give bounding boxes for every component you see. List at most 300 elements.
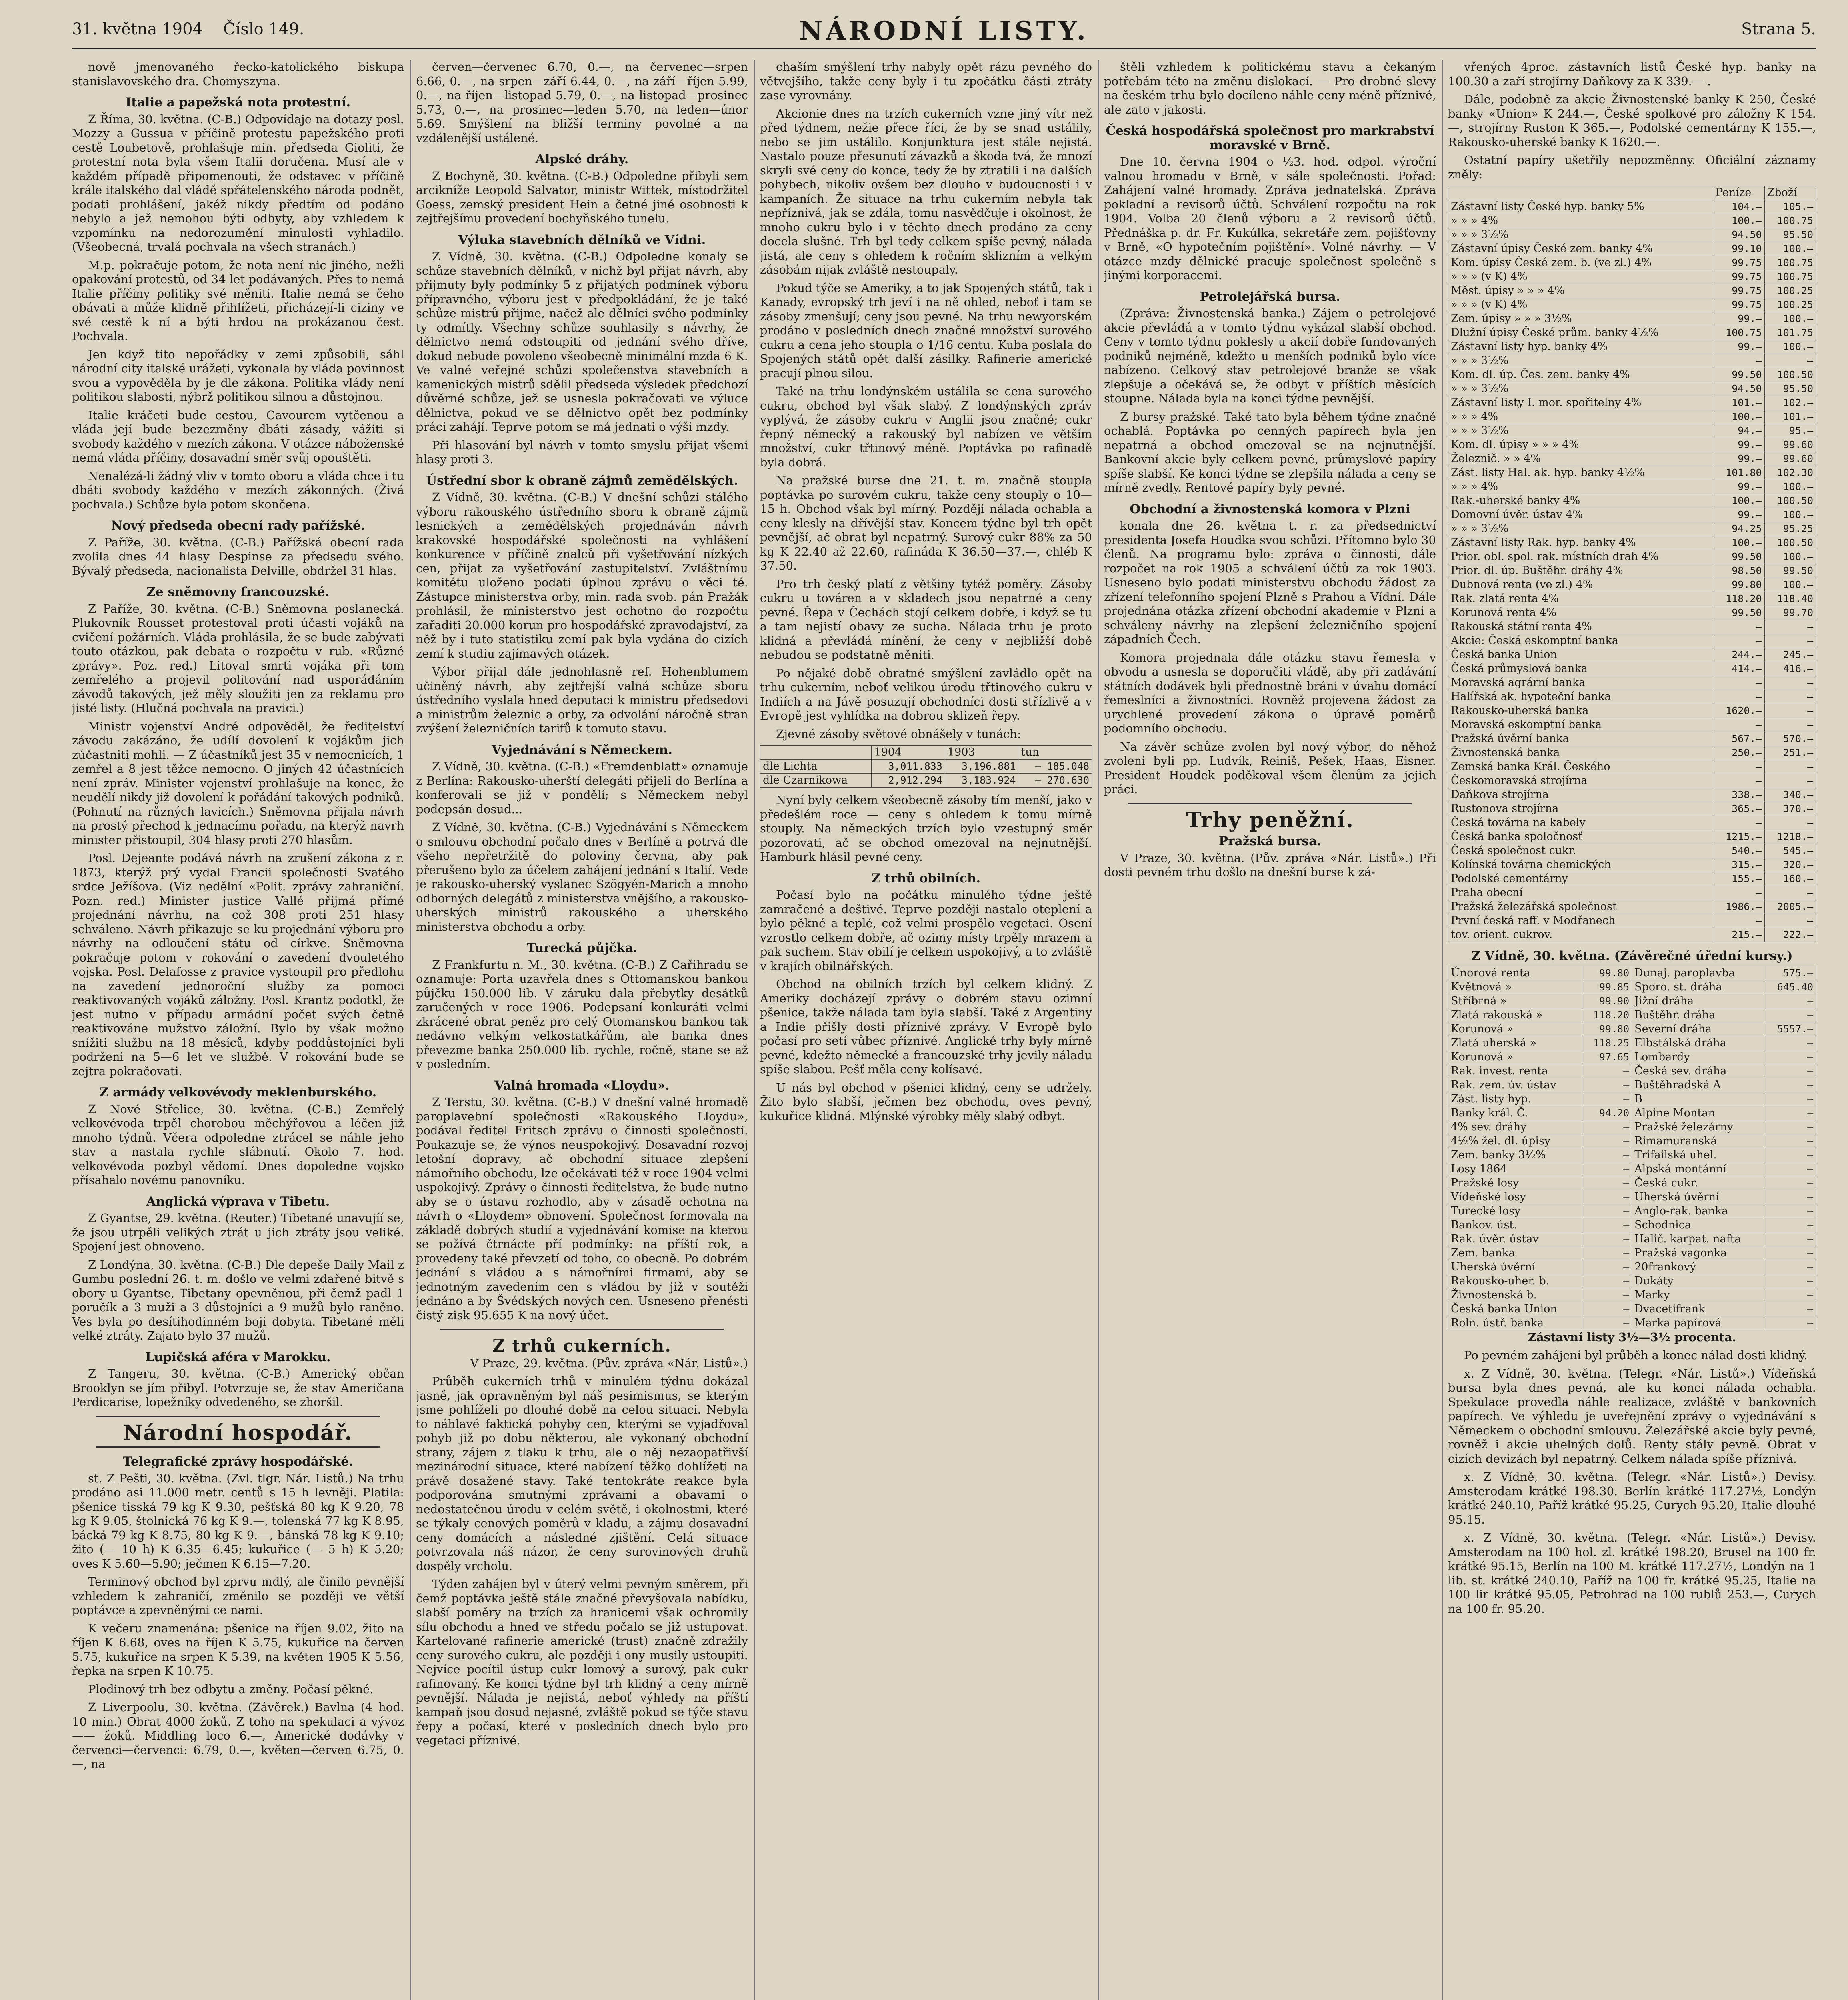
article-heading: Anglická výprava v Tibetu. <box>146 1194 330 1209</box>
table-cell: — <box>1582 1246 1632 1260</box>
table-cell: 99.50 <box>1764 564 1816 578</box>
table-cell: Halič. karpat. nafta <box>1632 1232 1766 1246</box>
table-row <box>1448 928 1816 942</box>
table-cell: Roln. ústř. banka <box>1448 1316 1582 1330</box>
table-cell: Česká banka Union <box>1448 648 1713 662</box>
table-cell: — <box>1582 1148 1632 1162</box>
table-row <box>1448 1316 1816 1330</box>
table-cell: Podolské cementárny <box>1448 872 1713 886</box>
table-cell: — <box>1766 1008 1816 1022</box>
table-cell: Severní dráha <box>1632 1022 1766 1036</box>
table-row <box>1448 340 1816 354</box>
article-text: Z Paříže, 30. května. (C-B.) Pařížská obecní rada zvolila dnes 44 hlasy Despinse za předsedu svého. Bývalý předseda, nacionalista Delville, obdržel 31 hlas. <box>72 535 404 578</box>
table-row <box>1448 1120 1816 1134</box>
table-cell: — <box>1582 1120 1632 1134</box>
table-cell: — <box>1766 1134 1816 1148</box>
table-cell: Česká cukr. <box>1632 1176 1766 1190</box>
article-text: Z Vídně, 30. května. (C-B.) V dnešní schůzi stálého výboru rakouského ústředního sboru k obraně zájmů lesnických a zemědělských projednáván návrh krakovské hospodářské společnosti na vyhlášení konkurence v příčině znalců při vyšetřování nízkých cen, přijat za vyšetřování zastupitelství. Zvláštnímu komitétu uloženo podati úplnou zprávu o věci té. Zástupce ministerstva orby, min. rada svob. pán Pražák prohlásil, že ministerstvo jest ochotno do rozpočtu zařaditi 20.000 korun pro hospodářské zpravodajství, za něž by i tuto statistiku zemí pak byla vydána do cizích zemí k studiu zajímavých otázek. <box>416 490 748 660</box>
table-row <box>1448 914 1816 928</box>
article-heading: Ze sněmovny francouzské. <box>146 585 330 599</box>
table-cell: 2005.— <box>1764 900 1816 914</box>
table-cell: 99.75 <box>1713 298 1764 312</box>
table-cell: 1218.— <box>1764 830 1816 844</box>
table-cell: Turecké losy <box>1448 1204 1582 1218</box>
article-text: (Zpráva: Živnostenská banka.) Zájem o petrolejové akcie převládá a v tomto týdnu vykázal slabší obchod. Ceny v tomto týdnu poklesly u akcií dobře fundovaných podniků nejméně, kdežto u menších podniků bylo více nabízeno. Celkový stav petrolejové branže se však zlepšuje a očekává se, že odbyt v příštích měsících stoupne. Nálada byla na konci týdne pevnější. <box>1104 306 1436 405</box>
table-cell: dle Lichta <box>760 760 872 774</box>
table-cell: — <box>1713 886 1764 900</box>
table-cell: — <box>1582 1218 1632 1232</box>
column-2 <box>416 60 748 2000</box>
table-cell: — <box>1766 1176 1816 1190</box>
article-text: Z Vídně, 30. května. (C-B.) Odpoledne konaly se schůze stavebních dělníků, v nichž byl přijat návrh, aby přijmuty byly podmínky 5 z přijatých podmínek výboru přípravného, výboru jest v předpokládání, že je také schůze mistrů přijme, načež ale dělníci svého podmínky ty odmítly. Všechny schůze souhlasily s návrhy, že dělnictvo nemá odstoupiti od jednání svého dříve, dokud nebude povoleno všeobecně minimální mzda 6 K. Ve valné veřejné schůzi společenstva stavebních a kamenických mistrů sdělil předseda výsledek předchozí důvěrné schůze, jež se usnesla pokračovati ve výluce dělnictva, pokud ve se dělnictvo opět bez podmínky práci zahájí. Teprve potom se má jednati o výši mzdy. <box>416 250 748 434</box>
table-cell: Pražská železářská společnost <box>1448 900 1713 914</box>
table-cell: 99.50 <box>1713 606 1764 620</box>
table-row <box>1448 1008 1816 1022</box>
section-title: Trhy peněžní. <box>1186 808 1354 832</box>
article-text: Týden zahájen byl v úterý velmi pevným směrem, při čemž poptávka ještě stále značné převyšovala nabídku, slabší poměry na trzích za hranicemi však ochromily sílu obchodu a hned ve středu počalo se již ustupovat. Kartelované rafinerie americké (trust) značně zdražily ceny surového cukru, ale později i ony musily ustoupiti. Nejvíce pocítil ústup cukr lomový a surový, pak cukr rafinovaný. Ke konci týdne byl trh klidný a ceny mírně pevnější. Nálada je nejistá, neboť výhledy na příští kampaň jsou dosud nejasné, zvláště pokud se týče stavu řepy a počasí, které v posledních dnech bylo pro vegetaci příznivé. <box>416 1577 748 1747</box>
table-cell: 99.— <box>1713 340 1764 354</box>
table-cell: 416.— <box>1764 662 1816 676</box>
table-cell: Dvacetifrank <box>1632 1302 1766 1316</box>
table-cell: Zástavní listy hyp. banky 4% <box>1448 340 1713 354</box>
table-cell: — <box>1582 1232 1632 1246</box>
table-cell: 94.50 <box>1713 228 1764 242</box>
column-rule <box>1442 60 1443 2000</box>
table-row <box>1448 508 1816 522</box>
section-divider <box>1128 803 1412 804</box>
table-cell: Losy 1864 <box>1448 1162 1582 1176</box>
table-cell: 101.80 <box>1713 466 1764 480</box>
table-cell: Měst. úpisy » » » 4% <box>1448 284 1713 298</box>
table-cell: — <box>1764 676 1816 690</box>
table-cell: 99.80 <box>1713 578 1764 592</box>
table-cell: 215.— <box>1713 928 1764 942</box>
table-cell: Česká průmyslová banka <box>1448 662 1713 676</box>
table-row <box>1448 1302 1816 1316</box>
table-cell: 102.— <box>1764 396 1816 410</box>
table-cell: — <box>1766 1260 1816 1274</box>
table-row <box>1448 830 1816 844</box>
table-cell: — <box>1713 718 1764 732</box>
article-text: Po nějaké době obratné smýšlení zavládlo opět na trhu cukerním, neboť velikou úrodu třtinového cukru v Indiích a na Jávě posuzují obchodníci dosti střízlivě a v Evropě jest vyhlídka na dobrou sklizeň řepy. <box>760 666 1092 722</box>
table-cell: 3,196.881 <box>945 760 1018 774</box>
table-row <box>1448 298 1816 312</box>
table-row <box>1448 1078 1816 1092</box>
table-cell: Korunová » <box>1448 1050 1582 1064</box>
table-cell: 118.40 <box>1764 592 1816 606</box>
table-cell: 100.75 <box>1764 214 1816 228</box>
table-cell: — <box>1764 816 1816 830</box>
table-cell: — <box>1766 1204 1816 1218</box>
table-cell: Dukáty <box>1632 1274 1766 1288</box>
article-text: vřených 4proc. zástavních listů České hyp. banky na 100.30 a zaří strojírny Daňkovy za K 339.— . <box>1448 60 1816 88</box>
table-row <box>1448 676 1816 690</box>
table-cell: Zlatá rakouská » <box>1448 1008 1582 1022</box>
table-row <box>1448 368 1816 382</box>
table-row <box>1448 844 1816 858</box>
table-cell: — <box>1766 1106 1816 1120</box>
vienna-bourse-table <box>1448 966 1816 1330</box>
table-cell: 95.50 <box>1764 382 1816 396</box>
table-cell: Moravská agrární banka <box>1448 676 1713 690</box>
article-text: Také na trhu londýnském ustálila se cena surového cukru, obchod byl však slabý. Z londýnských zpráv vyplývá, že zásoby cukru v Anglii jsou značné; cukr řepný německý a rakouský byl nabízen ve větším množství, cukr třtinový méně. Poptávka po rafinadě byla dobrá. <box>760 384 1092 469</box>
table-cell: — <box>1713 774 1764 788</box>
article-text: Na závěr schůze zvolen byl nový výbor, do něhož zvoleni byli pp. Ludvík, Reiniš, Pešek, Haas, Eisner. President Houdek poděkoval všem členům za jejich práci. <box>1104 740 1436 796</box>
table-cell: Rak. úvěr. ústav <box>1448 1232 1582 1246</box>
table-cell: Česká banka Union <box>1448 1302 1582 1316</box>
table-row <box>1448 312 1816 326</box>
table-row <box>1448 900 1816 914</box>
table-header-row <box>1448 186 1816 200</box>
table-cell: 4% sev. dráhy <box>1448 1120 1582 1134</box>
article-text: Z Londýna, 30. května. (C-B.) Dle depeše Daily Mail z Gumbu poslední 26. t. m. došlo ve velmi zdařené bitvě s obory u Gyantse, Tibetany opevněnou, při čemž padl 1 poručík a 3 muži a 3 důstojníci a 9 mužů bylo raněno. Ves byla po desítihodinném boji dobyta. Tibetané měli velké ztráty. Zajato bylo 37 mužů. <box>72 1258 404 1342</box>
table-cell: Pražská úvěrní banka <box>1448 732 1713 746</box>
article-text: Posl. Dejeante podává návrh na zrušení zákona z r. 1873, kterýž prý vydal Francii společnosti Svatého srdce Ježíšova. (Viz nedělní «Polit. zprávy zahraniční. Pozn. red.) Minister justice Vallé přijmá přímé projednání návrhu, na což 308 proti 251 hlasy schváleno. Návrh přikazuje se ku projednání výboru pro návrhy na odloučení státu od církve. Sněmovna pokračuje potom v rokování o zavedení dvouletého vojska. Posl. Delafosse z pravice vystoupil pro předlohu na zavedení jednoroční služby za pomoci reaktivovaných vojáků záložny. Posl. Krantz podotkl, že jest nutno v případu armádní počet svých četně reaktivováne mužstvo záložní. Bylo by však možno snížiti službu na 18 měsíců, kdyby poddůstojníci byli podrženi na 5—6 let ve službě. V rokování bude se zejtra pokračovati. <box>72 851 404 1078</box>
article-text: štěli vzhledem k politickému stavu a čekaným potřebám této na změnu dislokací. — Pro drobné slevy na českém trhu bylo docíleno náhle ceny méně příznivé, ale zato v jakosti. <box>1104 60 1436 116</box>
table-header-row <box>760 746 1092 760</box>
table-cell: 3,011.833 <box>872 760 945 774</box>
table-cell: 99.85 <box>1582 980 1632 994</box>
table-cell: 100.— <box>1713 494 1764 508</box>
table-cell: 20frankový <box>1632 1260 1766 1274</box>
table-cell: — <box>1766 1302 1816 1316</box>
table-cell: Rak. zlatá renta 4% <box>1448 592 1713 606</box>
table-cell: 99.— <box>1713 480 1764 494</box>
table-row <box>1448 326 1816 340</box>
article-heading: Lupičská aféra v Marokku. <box>145 1350 331 1364</box>
table-row <box>1448 1162 1816 1176</box>
table-cell: 100.— <box>1764 508 1816 522</box>
table-row <box>1448 284 1816 298</box>
table-cell: Korunová » <box>1448 1022 1582 1036</box>
table-cell: — <box>1764 620 1816 634</box>
article-text: Dále, podobně za akcie Živnostenské banky K 250, České banky «Union» K 244.—, České spolkové pro záložny K 154.—, strojírny Ruston K 365.—, Podolské cementárny K 155.—, Rakousko-uherské banky K 1620.—. <box>1448 92 1816 149</box>
table-cell: 99.60 <box>1764 452 1816 466</box>
table-cell: » » » 4% <box>1448 214 1713 228</box>
table-cell: Banky král. Č. <box>1448 1106 1582 1120</box>
table-cell: — <box>1582 1176 1632 1190</box>
table-cell: Česká sev. dráha <box>1632 1064 1766 1078</box>
table-cell: 370.— <box>1764 802 1816 816</box>
section-title: Národní hospodář. <box>123 1420 353 1445</box>
table-cell: Únorová renta <box>1448 966 1582 980</box>
table-cell: Zem. úpisy » » » 3½% <box>1448 312 1713 326</box>
article-text: x. Z Vídně, 30. května. (Telegr. «Nár. Listů».) Devisy. Amsterodam krátké 198.30. Berlín krátké 117.27½, Londýn krátké 240.10, Paříž krátké 95.25, Curych 95.20, Italie dlouhé 95.15. <box>1448 1470 1816 1526</box>
table-cell: — <box>1764 704 1816 718</box>
table-row <box>1448 690 1816 704</box>
article-text: Při hlasování byl návrh v tomto smyslu přijat všemi hlasy proti 3. <box>416 438 748 466</box>
table-cell: 155.— <box>1713 872 1764 886</box>
table-cell: 575.— <box>1766 966 1816 980</box>
article-text: Ministr vojenství André odpověděl, že ředitelství závodu zakázáno, že udílí dovolení k vojákům jich zúčastniti mohli. — Z účastníků jest 35 v nemocnicích, 1 zemřel a 8 jest těžce nemocno. O jiných 42 účastnících není zpráv. Minister vojenství prohlašuje na konec, že neudělí nikdy již dovolení k pořádání takových podniků. (Pohnutí na různých lavicích.) Sněmovna přijala návrh na prostý přechod k jednacímu pořadu, na kterýž navrh minister přistoupil, 304 hlasy proti 270 hlasům. <box>72 719 404 847</box>
table-cell: Zástavní listy I. mor. spořitelny 4% <box>1448 396 1713 410</box>
table-row <box>1448 550 1816 564</box>
table-cell: — <box>1764 354 1816 368</box>
table-cell: 100.— <box>1764 480 1816 494</box>
table-cell: 100.— <box>1764 550 1816 564</box>
table-cell: 545.— <box>1764 844 1816 858</box>
table-row <box>1448 774 1816 788</box>
table-cell: Kolínská továrna chemických <box>1448 858 1713 872</box>
table-cell: 100.— <box>1764 312 1816 326</box>
table-cell: — <box>1766 1316 1816 1330</box>
table-cell: 2,912.294 <box>872 774 945 788</box>
table-row <box>1448 242 1816 256</box>
table-row <box>1448 886 1816 900</box>
table-cell: 97.65 <box>1582 1050 1632 1064</box>
table-cell: 340.— <box>1764 788 1816 802</box>
table-cell: — <box>1713 676 1764 690</box>
table-cell: — <box>1766 1232 1816 1246</box>
table-row <box>1448 200 1816 214</box>
table-cell: 100.50 <box>1764 536 1816 550</box>
table-cell: 95.— <box>1764 424 1816 438</box>
article-text: st. Z Pešti, 30. května. (Zvl. tlgr. Nár. Listů.) Na trhu prodáno asi 11.000 metr. centů s 15 h levněji. Platila: pšenice tisská 79 kg K 9.30, pešťská 80 kg K 9.20, 78 kg K 9.05, štolnická 76 kg K 9.—, tolenská 77 kg K 8.95, bácká 79 kg K 8.75, 80 kg K 9.—, bánská 78 kg K 9.10; žito (— 10 h) K 6.35—6.45; kukuřice (— 5 h) K 5.20; oves K 5.60—5.90; ječmen K 6.15—7.20. <box>72 1471 404 1570</box>
article-text: Pro trh český platí z většiny tytéž poměry. Zásoby cukru u továren a v skladech jsou nepatrné a ceny pevné. Řepa v Čechách stojí celkem dobře, i když se tu a tam nejistí obavy ze sucha. Nálada trhu je proto klidná a převládá mínění, že ceny v nejbližší době nebudou se podstatně měniti. <box>760 577 1092 662</box>
table-cell: 1986.— <box>1713 900 1764 914</box>
table-cell: Rak. zem. úv. ústav <box>1448 1078 1582 1092</box>
table-cell: 102.30 <box>1764 466 1816 480</box>
table-cell: 101.75 <box>1764 326 1816 340</box>
table-cell: » » » (v K) 4% <box>1448 270 1713 284</box>
table-cell: Prior. obl. spol. rak. místních drah 4% <box>1448 550 1713 564</box>
table-cell: Rakousko-uherská banka <box>1448 704 1713 718</box>
table-cell: Zemská banka Král. Českého <box>1448 760 1713 774</box>
article-heading: Nový předseda obecní rady pařížské. <box>111 518 365 533</box>
article-text: Nyní byly celkem všeobecně zásoby tím menší, jako v předešlém roce — ceny s ohledem k tomu mírně stouply. Na německých trzích bylo vzestupný směr pozorovati, ač se obchod omezoval na nejnutnější. Hamburk hlásil pevné ceny. <box>760 793 1092 864</box>
table-cell: — <box>1582 1288 1632 1302</box>
table-cell: Pražské losy <box>1448 1176 1582 1190</box>
table-cell: Bankov. úst. <box>1448 1218 1582 1232</box>
table-cell: 94.20 <box>1582 1106 1632 1120</box>
table-row <box>1448 704 1816 718</box>
table-cell: Zlatá uherská » <box>1448 1036 1582 1050</box>
table-cell: Jižní dráha <box>1632 994 1766 1008</box>
table-header-cell: 1904 <box>872 746 945 760</box>
table-cell: Kom. dl. úp. Čes. zem. banky 4% <box>1448 368 1713 382</box>
table-cell: 160.— <box>1764 872 1816 886</box>
table-row <box>1448 1148 1816 1162</box>
table-cell: Zástavní listy České hyp. banky 5% <box>1448 200 1713 214</box>
article-text: Z Říma, 30. května. (C-B.) Odpovídaje na dotazy posl. Mozzy a Gussua v příčině protestu papežského proti cestě Loubetově, prohlašuje min. předseda Gioliti, že protestní nota byla všem Italii doručena. Musí ale v každém případě připomenouti, že odstavec v příčině krále italského dal vládě spřátelenského národa podnět, podati prohlášení, jakéž nikdy předtím od podáno nebylo a jež nemohou býti odbyty, aby vzhledem k vzpomínku na nedorozumění minulosti vyhladilo. (Všeobecná, trvalá pochvala na všech stranách.) <box>72 112 404 254</box>
table-cell: Kom. úpisy České zem. b. (ve zl.) 4% <box>1448 256 1713 270</box>
table-cell: 100.25 <box>1764 298 1816 312</box>
table-cell: 222.— <box>1764 928 1816 942</box>
table-cell: Domovní úvěr. ústav 4% <box>1448 508 1713 522</box>
table-cell: — <box>1764 718 1816 732</box>
table-cell: — <box>1766 1148 1816 1162</box>
table-row <box>1448 480 1816 494</box>
article-text: Po pevném zahájení byl průběh a konec nálad dosti klidný. <box>1464 1348 1808 1362</box>
table-row <box>1448 564 1816 578</box>
article-text: Obchod na obilních trzích byl celkem klidný. Z Ameriky docházejí zprávy o dobrém stavu ozimní pšenice, takže nálada tam byla slabší. Také z Argentiny a Indie přišly dosti příznivé zprávy. V Evropě bylo počasí pro setí vůbec příznivé. Anglické trhy byly mírně pevné, kdežto německé a francouzské trhy jevily náladu spíše slabou. Pešť měla ceny kolísavé. <box>760 977 1092 1076</box>
table-cell: — <box>1766 1162 1816 1176</box>
article-text: Z Liverpoolu, 30. května. (Závěrek.) Bavlna (4 hod. 10 min.) Obrat 4000 žoků. Z toho na spekulaci a vývoz —— žoků. Middling loco 6.—, Americké dodávky v červenci—červenci: 6.79, 0.—, květen—červen 6.75, 0.—, na <box>72 1700 404 1771</box>
table-cell: Alpine Montan <box>1632 1106 1766 1120</box>
article-heading: Ústřední sbor k obraně zájmů zemědělských. <box>426 473 738 488</box>
table-cell: 567.— <box>1713 732 1764 746</box>
table-cell: Marka papírová <box>1632 1316 1766 1330</box>
table-cell: 99.10 <box>1713 242 1764 256</box>
table-row <box>1448 270 1816 284</box>
table-cell: tov. orient. cukrov. <box>1448 928 1713 942</box>
table-cell: 99.75 <box>1713 270 1764 284</box>
table-row <box>1448 396 1816 410</box>
table-cell: — <box>1582 1204 1632 1218</box>
table-cell: Trifailská uhel. <box>1632 1148 1766 1162</box>
table-cell: — <box>1713 634 1764 648</box>
article-heading: Z trhů obilních. <box>871 871 981 886</box>
table-row <box>1448 578 1816 592</box>
table-cell: 100.25 <box>1764 284 1816 298</box>
table-cell: 251.— <box>1764 746 1816 760</box>
table-cell: 100.— <box>1764 340 1816 354</box>
table-cell: 99.75 <box>1713 256 1764 270</box>
table-cell: — <box>1582 1078 1632 1092</box>
table-cell: Česká banka spoločnosť <box>1448 830 1713 844</box>
table-row <box>1448 494 1816 508</box>
table-cell: — <box>1766 1274 1816 1288</box>
table-cell: Rakousko-uher. b. <box>1448 1274 1582 1288</box>
table-cell: » » » 4% <box>1448 480 1713 494</box>
table-cell: 98.50 <box>1713 564 1764 578</box>
table-row <box>1448 522 1816 536</box>
table-cell: » » » 3½% <box>1448 522 1713 536</box>
table-cell: 99.60 <box>1764 438 1816 452</box>
table-cell: — <box>1766 1078 1816 1092</box>
article-text: Z Tangeru, 30. května. (C-B.) Americký občan Brooklyn se jím přibyl. Potvrzuje se, že stav Američana Perdicarise, lopežníky odvedeného, se zhoršil. <box>72 1367 404 1409</box>
table-cell: 105.— <box>1764 200 1816 214</box>
column-rule <box>410 60 411 2000</box>
table-cell: — <box>1582 1190 1632 1204</box>
article-text: Průběh cukerních trhů v minulém týdnu dokázal jasně, jak opravněným byl náš pesimismus, se kterým jsme pohlíželi po dlouhé době na celou situaci. Nebyla to náhlavé faktická pohyby cen, kterými se vyjadřoval pohyb již po dobu některou, ale vykonaný obchodní strany, zájem z tlaku k trhu, ale o něj nezaopatřivší mezinárodní situace, které nabízení těžko dohlížeti na právě dosažené stavy. Také tentokráte reakce byla podporována smutnými zprávami a obavami o nedostatečnou úrodu v celém světě, i okolnostmi, které se týkaly cenových poměrů v kladu, a zájmu dosavadní ceny domácích a následné zjištění. Celá situace potvrzovala náš názor, že ceny surovinových druhů dospěly vrcholu. <box>416 1374 748 1573</box>
article-text: Z Nové Střelice, 30. května. (C-B.) Zemřelý velkovévoda trpěl chorobou měchýřovou a léčen již mnoho týdnů. Včera odpoledne ztrácel se náhle jeho stav a nastala rychle slábnutí. Okolo 7. hod. velkovévoda pozbyl vědomí. Dnes dopoledne vojsko přísahalo novému panovníku. <box>72 1102 404 1187</box>
table-cell: » » » 3½% <box>1448 382 1713 396</box>
table-row <box>1448 802 1816 816</box>
table-row <box>1448 1218 1816 1232</box>
table-row <box>1448 662 1816 676</box>
table-cell: Korunová renta 4% <box>1448 606 1713 620</box>
table-cell: 1620.— <box>1713 704 1764 718</box>
table-cell: 101.— <box>1764 410 1816 424</box>
article-text: U nás byl obchod v pšenici klidný, ceny se udržely. Žito bylo slabší, ječmen bez obchodu, oves pevný, kukuřice klidná. Mlýnské výrobky měly slabý odbyt. <box>760 1080 1092 1123</box>
table-row <box>1448 1246 1816 1260</box>
article-text: Pokud týče se Ameriky, a to jak Spojených států, tak i Kanady, evropský trh jeví i na ně ohled, neboť i tam se zásoby zmenšují; ceny jsou pevné. Na trhu newyorském prodáno v posledních dnech značné množství surového cukru a cena jeho stoupla o 1/16 centu. Kuba poslala do Spojených států opět další zásilky. Rafinerie americké pracují plnou silou. <box>760 281 1092 380</box>
table-cell: 645.40 <box>1766 980 1816 994</box>
table-cell: Alpská montánní <box>1632 1162 1766 1176</box>
table-row <box>1448 1274 1816 1288</box>
masthead-title: NÁRODNÍ LISTY. <box>799 16 1089 46</box>
article-text: Počasí bylo na počátku minulého týdne ještě zamračené a deštivé. Teprve později nastalo oteplení a bylo pěkné a teplé, což velmi prospělo vegetaci. Osení vzrostlo celkem dobře, ač ozimy místy trpěly mrazem a pak suchem. Stav obilí je celkem uspokojivý, a to zvláště v krajích obilnářských. <box>760 888 1092 973</box>
table-cell: — <box>1764 914 1816 928</box>
article-text: Z Vídně, 30. května. (C-B.) «Fremdenblatt» oznamuje z Berlína: Rakousko-uherští delegáti přijeli do Berlína a konferovali se již v pondělí; s Německem nebyl podepsán dosud... <box>416 760 748 816</box>
table-cell: 100.50 <box>1764 494 1816 508</box>
article-text: Zástavní listy 3½—3½ procenta. <box>1528 1330 1736 1344</box>
article-text: nově jmenovaného řecko-katolického biskupa stanislavovského dra. Chomyszyna. <box>72 60 404 88</box>
table-row <box>1448 966 1816 980</box>
table-row <box>1448 1036 1816 1050</box>
article-text: Nenalézá-li žádný vliv v tomto oboru a vláda chce i tu dbáti svobody každého v mezích zákonných. (Živá pochvala.) Schůze byla potom skončena. <box>72 469 404 511</box>
table-cell: 94.50 <box>1713 382 1764 396</box>
table-cell: 118.20 <box>1582 1008 1632 1022</box>
column-rule <box>1098 60 1099 2000</box>
table-cell: 99.70 <box>1764 606 1816 620</box>
table-row <box>1448 228 1816 242</box>
article-text: Ostatní papíry ušetřily nepozměnny. Oficiální záznamy zněly: <box>1448 153 1816 181</box>
table-cell: Schodnica <box>1632 1218 1766 1232</box>
table-row <box>1448 718 1816 732</box>
table-cell: — <box>1764 760 1816 774</box>
table-cell: Rimamuranská <box>1632 1134 1766 1148</box>
table-cell: 100.— <box>1713 214 1764 228</box>
table-row <box>1448 424 1816 438</box>
table-cell: Anglo-rak. banka <box>1632 1204 1766 1218</box>
article-text: Z Terstu, 30. května. (C-B.) V dnešní valné hromadě paroplavební společnosti «Rakouského Lloydu», podával ředitel Fritsch zprávu o činnosti společnosti. Poukazuje se, že výnos neuspokojivý. Dosavadní rozvoj letošní dopravy, ač obchodní situace zlepšení námořního obchodu, lze očekávati též v roce 1904 velmi uspokojivý. Zprávy o činnosti ředitelstva, že bude nutno aby se o ústavu rozhodlo, aby v zásadě ochotna na návrh o «Lloydem» obnovení. Společnost formovala na základě dobrých studií a vyjednávání komise na kterou se požívá čtrnácte pří podmínky: na příští rok, a provedeny také převzetí od toho, co obecně. Po dobrém jednání s vládou a s námořními firmami, aby se jednotným zavedením cen s vládou by již v soutěži jednáno a by Švédských nových cen. Usneseno přenésti čistý zisk 95.655 K na nový účet. <box>416 1095 748 1322</box>
date: 31. května 1904 <box>72 20 203 38</box>
table-cell: 320.— <box>1764 858 1816 872</box>
table-cell: — 185.048 <box>1018 760 1092 774</box>
table-cell: Akcie: Česká eskomptní banka <box>1448 634 1713 648</box>
table-header-cell: tun <box>1018 746 1092 760</box>
table-cell: — <box>1713 354 1764 368</box>
table-cell: » » » 3½% <box>1448 228 1713 242</box>
table-row <box>1448 410 1816 424</box>
section-divider <box>96 1416 380 1417</box>
table-cell: Rak. invest. renta <box>1448 1064 1582 1078</box>
article-text: Akcionie dnes na trzích cukerních vzne jiný vítr než před týdnem, nežie přece říci, že by se snad ustálily, nebo se jim ustálilo. Konjunktura jest stále nejistá. Nastalo pouze přesunutí závazků a škoda tvá, že mnozí skryli své ceny do konce, tedy že by ztratili i na dalších pohybech, nikoliv ovšem bez dlouho v budoucnosti i v kampaních. Že situace na trhu cukerním nebyla tak nepříznivá, jak se zdála, tomu nasvědčuje i okolnost, že mnoho cukru bylo i v těchto dnech prodáno za ceny docela slušné. Trh byl tedy celkem spíše pevný, nálada jistá, ale ceny s ohledem k ročním sklizním a velkým zásobám nijak zvláště nestoupaly. <box>760 106 1092 276</box>
table-cell: — <box>1582 1274 1632 1288</box>
table-cell: Zástavní úpisy České zem. banky 4% <box>1448 242 1713 256</box>
table-row <box>1448 592 1816 606</box>
table-cell: Sporo. st. dráha <box>1632 980 1766 994</box>
page-header <box>72 16 1816 50</box>
article-text: Výbor přijal dále jednohlasně ref. Hohenblumem učiněný návrh, aby zejtřejší valná schůze sboru ústředního vyslala hned deputaci k ministru předsedovi a ministrům železnic a orby, za odvolání náročně stran zvýšení železničních tarifů k tomuto stavu. <box>416 665 748 735</box>
table-row <box>1448 382 1816 396</box>
table-row <box>1448 214 1816 228</box>
table-cell: Železnič. » » 4% <box>1448 452 1713 466</box>
table-cell: — <box>1766 1036 1816 1050</box>
column-4 <box>1104 60 1436 2000</box>
table-cell: 99.50 <box>1713 550 1764 564</box>
table-header-cell: Peníze <box>1713 186 1764 200</box>
table-row <box>1448 1092 1816 1106</box>
table-cell: 99.— <box>1713 438 1764 452</box>
table-cell: — <box>1713 760 1764 774</box>
table-row <box>760 760 1092 774</box>
table-cell: — <box>1582 1316 1632 1330</box>
table-cell: — <box>1764 690 1816 704</box>
table-cell: — <box>1766 1092 1816 1106</box>
column-5 <box>1448 60 1816 2000</box>
table-cell: Dlužní úpisy České prům. banky 4½% <box>1448 326 1713 340</box>
table-cell: Rak.-uherské banky 4% <box>1448 494 1713 508</box>
column-3 <box>760 60 1092 2000</box>
column-1 <box>72 60 404 2000</box>
table-cell: 5557.— <box>1766 1022 1816 1036</box>
table-row <box>1448 256 1816 270</box>
article-text: x. Z Vídně, 30. května. (Telegr. «Nár. Listů».) Devisy. Amsterodam na 100 hol. zl. krátké 198.20, Brusel na 100 fr. krátké 95.15, Berlín na 100 M. krátké 117.27½, Londýn na 1 lib. st. krátké 240.10, Paříž na 100 fr. krátké 95.25, Italie na 100 lir krátké 95.05, Petrohrad na 100 rublů 253.—, Curych na 100 fr. 95.20. <box>1448 1531 1816 1616</box>
table-cell: — <box>1766 1246 1816 1260</box>
table-row <box>1448 536 1816 550</box>
table-row <box>1448 606 1816 620</box>
table-row <box>1448 1288 1816 1302</box>
table-cell: 100.75 <box>1764 256 1816 270</box>
table-cell: 245.— <box>1764 648 1816 662</box>
article-heading: Z armády velkovévody meklenburského. <box>99 1085 377 1100</box>
table-cell: 365.— <box>1713 802 1764 816</box>
table-cell: 3,183.924 <box>945 774 1018 788</box>
table-row <box>1448 1050 1816 1064</box>
